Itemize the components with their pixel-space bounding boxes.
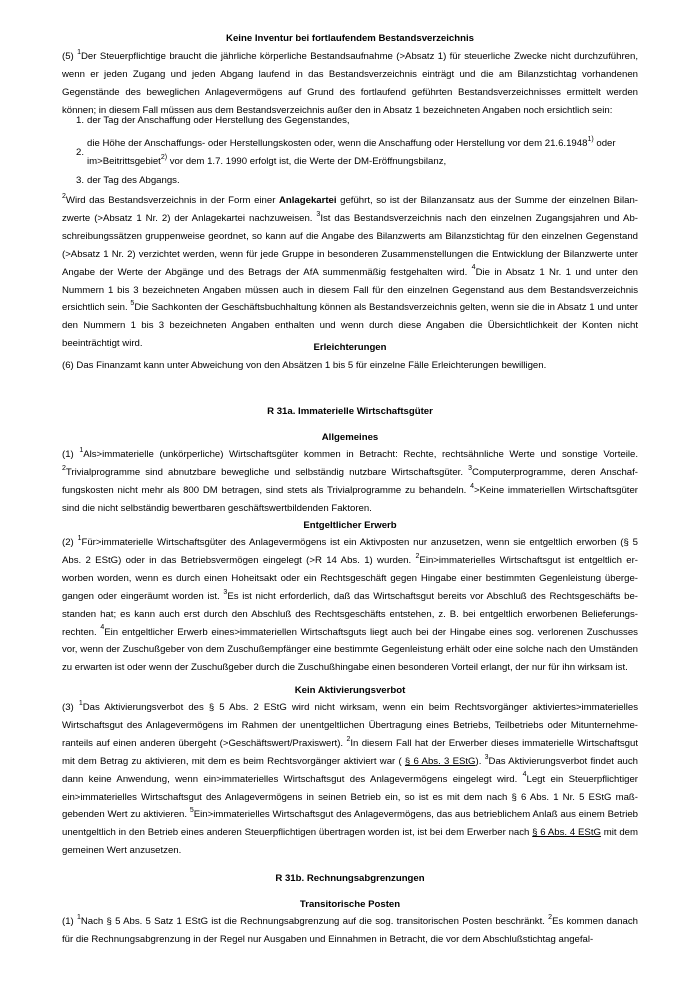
sentence-mark: 2 <box>62 192 66 200</box>
paragraph-6: (6) Das Finanzamt kann unter Abweichung von den Absätzen 1 bis 5 für einzelne Fälle Erleichterungen bewilligen. <box>62 360 547 371</box>
sentence-mark: 4 <box>471 264 476 272</box>
keyword-anlagekartei: Anlagekartei <box>278 195 337 206</box>
section-heading-kein-aktivierungsverbot: Kein Aktivierungsverbot <box>294 685 406 696</box>
chapter-title-r31a: R 31a. Immaterielle Wirtschaftsgüter <box>267 406 433 417</box>
paragraph-number: (5) <box>62 51 78 62</box>
law-reference-link[interactable]: § 6 Abs. 4 EStG <box>532 827 601 839</box>
paragraph-r31a-1: (1) $^1$Als>immaterielle (unkörperliche) Wirtschaftsgüter kommen in Betracht: Rechte, rechtsähnliche Werte und sonstige Vorteile. $^2$Trivialprogramme sind abnutzbare bewegliche und selbständig nutzbare Wirtschaftsgüter. $^3$Computerprogramme, deren Anschaffungskosten nicht mehr als 800 DM betragen, sind stets als Trivialprogramme zu behandeln. $^4$>Keine immateriellen Wirtschaftsgüter sind die nicht selbständig bewertbaren geschäftswertbildenden Faktoren. <box>62 446 638 514</box>
list-text-line2: im>Beitrittsgebiet$^{2)}$ vor dem 1.7. 1990 erfolgt ist, die Werte der DM-Eröffnungsbilanz, <box>87 153 447 167</box>
list-text: der Tag des Abgangs. <box>87 175 180 186</box>
paragraph-5 <box>62 48 638 120</box>
footnote-mark: 1) <box>587 135 594 143</box>
list-number: 2. <box>76 147 85 158</box>
list-text: die Höhe der Anschaffungs- oder Herstellungskosten oder, wenn die Anschaffung oder Herstellung vor dem 21.6.1948$^{1)}$ oder <box>87 135 616 149</box>
sentence-mark: 3 <box>316 210 321 218</box>
paragraph-r31a-2: (2) $^1$Für>immaterielle Wirtschaftsgüter des Anlagevermögens ist ein Aktivposten nur anzusetzen, wenn sie entgeltlich erworben (§ 5 Abs. 2 EStG) oder in das Betriebsvermögen eingelegt (>R 14 Abs. 1) wurden. $^2$Ein>immaterielles Wirtschaftsgut ist entgeltlich erworben worden, wenn es durch einen Hoheitsakt oder ein Rechtsgeschäft gegen Hingabe einer bestimmten Gegenleistung übergegangen oder eingeräumt worden ist. $^3$Es ist nicht erforderlich, daß das Wirtschaftsgut bereits vor Abschluß des Rechtsgeschäfts bestanden hat; es kann auch erst durch den Abschluß des Rechtsgeschäfts entstehen, z. B. bei entgeltlich erworbenen Belieferungsrechten. $^4$Ein entgeltlicher Erwerb eines>immateriellen Wirtschaftsguts liegt auch bei der Hingabe eines sog. verlorenen Zuschusses vor, wenn der Zuschußgeber von dem Zuschußempfänger eine bestimmte Gegenleistung erhält oder eine solche nach den Umständen zu erwarten ist oder wenn der Zuschußgeber durch die Zuschußhingabe einen besonderen Vorteil erlangt, der nur für ihn wirksam ist. <box>62 534 638 674</box>
list-number: 1. <box>76 115 85 126</box>
footnote-mark: 2) <box>160 153 168 161</box>
section-heading-keine-inventur: Keine Inventur bei fortlaufendem Bestandsverzeichnis <box>226 33 474 44</box>
sentence-mark: 5 <box>130 300 135 308</box>
chapter-title-r31b: R 31b. Rechnungsabgrenzungen <box>275 873 425 884</box>
section-heading-erleichterungen: Erleichterungen <box>313 342 387 353</box>
paragraph-r31b-1: (1) $^1$Nach § 5 Abs. 5 Satz 1 EStG ist die Rechnungsabgrenzung auf die sog. transitorischen Posten beschränkt. $^2$Es kommen danach für die Rechnungsabgrenzung in der Regel nur Ausgaben und Einnahmen in Betracht, die vor dem Abschlußstichtag angefal- <box>62 913 638 945</box>
paragraph-r31a-3: (3) $^1$Das Aktivierungsverbot des § 5 Abs. 2 EStG wird nicht wirksam, wenn ein beim Rechtsvorgänger aktiviertes>immaterielles Wirtschaftsgut des Anlagevermögens im Rahmen der unentgeltlichen Übertragung eines Betriebs, Teilbetriebs oder Mitunternehmeranteils auf einen anderen übergeht (>Geschäftswert/Praxiswert). $^2$In diesem Fall hat der Erwerber dieses immaterielle Wirtschaftsgut mit dem Betrag zu aktivieren, mit dem es beim Rechtsvorgänger aktiviert war ( § 6 Abs. 3 EStG). $^3$Das Aktivierungsverbot findet auch dann keine Anwendung, wenn ein>immaterielles Wirtschaftsgut des Anlagevermögens eingelegt wird. $^4$Legt ein Steuerpflichtiger ein>immaterielles Wirtschaftsgut des Anlagevermögens in seinen Betrieb ein, so ist es mit dem nach § 6 Abs. 1 Nr. 5 EStG maßgebenden Wert zu aktivieren. $^5$Ein>immaterielles Wirtschaftsgut des Anlagevermögens, das aus betrieblichem Anlaß aus einem Betrieb unentgeltlich in den Betrieb eines anderen Steuerpflichtigen übertragen worden ist, ist bei dem Erwerber nach § 6 Abs. 4 EStG mit dem gemeinen Wert anzusetzen. <box>62 699 638 857</box>
section-heading-transitorische-posten: Transitorische Posten <box>299 899 401 910</box>
sentence-text: Der Steuerpflichtige braucht die jährliche körperliche Bestandsaufnahme (>Absatz 1) für steuerliche Zwecke nicht durchzuführen, wenn er jeden Zugang und jeden Abgang laufend in das Bestandsverzeichnis einträgt und die am Bilanzstichtag vorhandenen Gegenstände des beweglichen Anlagevermögens auf Grund des fortlaufend geführten Bestandsverzeichnisses ermittelt werden können; in diesem Fall müssen aus dem Bestandsverzeichnis außer den in Absatz 1 bezeichneten Angaben noch ersichtlich sein: <box>62 51 638 116</box>
list-text: der Tag der Anschaffung oder Herstellung des Gegenstandes, <box>87 115 350 126</box>
law-reference-link[interactable]: § 6 Abs. 3 EStG <box>404 755 476 767</box>
section-heading-entgeltlicher-erwerb: Entgeltlicher Erwerb <box>303 520 397 531</box>
section-heading-allgemeines: Allgemeines <box>321 432 379 443</box>
list-number: 3. <box>76 175 85 186</box>
paragraph-5-continued: $^2$Wird das Bestandsverzeichnis in der Form einer Anlagekartei geführt, so ist der Bilanzansatz aus der Summe der einzelnen Bilanzwerte (>Absatz 1 Nr. 2) der Anlagekartei nachzuweisen. $^3$Ist das Bestandsverzeichnis nach den einzelnen Zugangsjahren und Abschreibungssätzen gruppenweise geordnet, so kann auf die Angabe des Bilanzwerts am Bilanzstichtag für den einzelnen Gegenstand (>Absatz 1 Nr. 2) verzichtet werden, wenn für jede Gruppe in besonderen Zusammenstellungen die Entwicklung der Bilanzwerte unter Angabe der Werte der Abgänge und des Betrags der AfA summenmäßig festgehalten wird. $^4$Die in Absatz 1 Nr. 1 und unter den Nummern 1 bis 3 bezeichneten Angaben müssen auch in diesem Fall für den einzelnen Gegenstand aus dem Bestandsverzeichnis ersichtlich sein. $^5$Die Sachkonten der Geschäftsbuchhaltung können als Bestandsverzeichnis gelten, wenn sie die in Absatz 1 und unter den Nummern 1 bis 3 bezeichneten Angaben enthalten und wenn durch diese Angaben die Übersichtlichkeit der Konten nicht beeinträchtigt wird. <box>62 192 638 350</box>
sentence-mark: 1 <box>77 48 81 56</box>
list-item-2 <box>62 135 638 171</box>
